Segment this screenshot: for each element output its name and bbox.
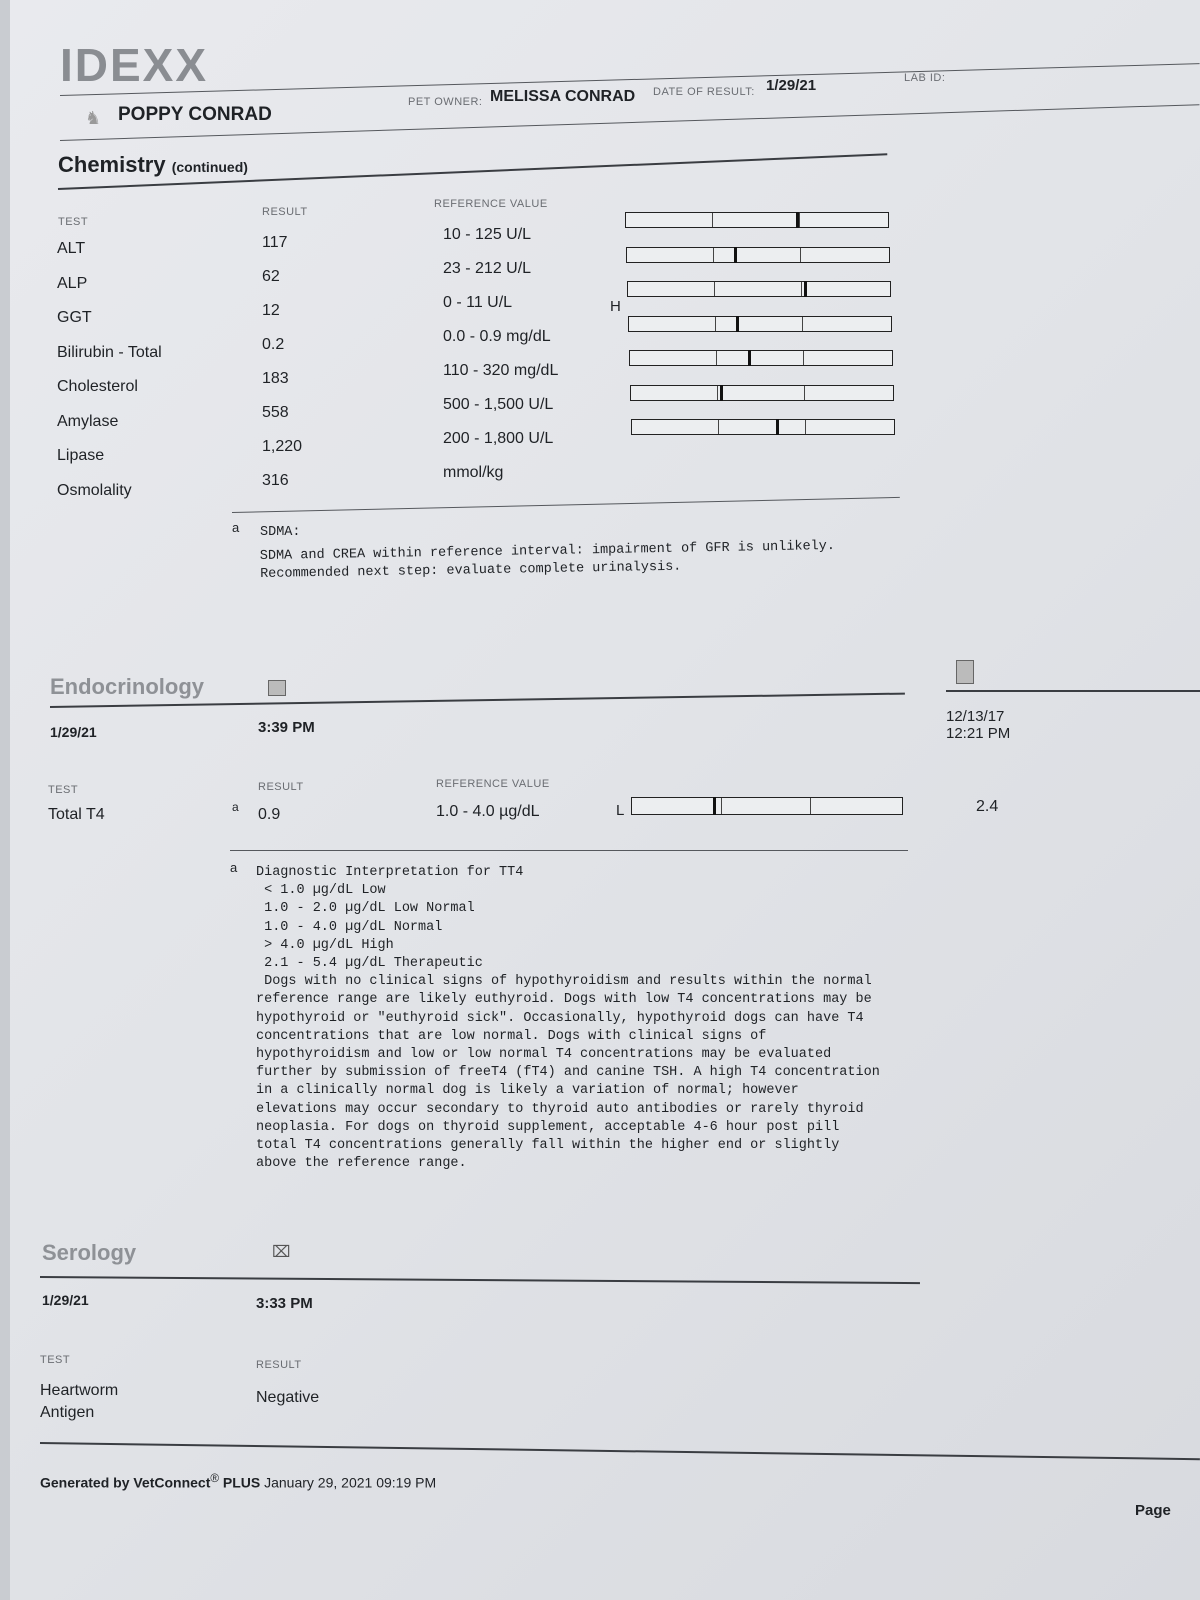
reference-range: 23 - 212 U/L (443, 260, 532, 277)
test-name: Total T4 (48, 806, 105, 823)
divider (230, 850, 908, 851)
footer-generated (40, 1472, 436, 1491)
reference-range: 10 - 125 U/L (443, 226, 532, 243)
footnote-marker: a (232, 520, 240, 535)
low-flag: L (616, 802, 625, 819)
section-subtitle: (continued) (171, 159, 248, 175)
result-value: 0.9 (258, 806, 281, 823)
divider (946, 690, 1200, 692)
result-marker (748, 350, 751, 366)
result-value: 0.2 (262, 336, 285, 353)
reference-range: 1.0 - 4.0 µg/dL (436, 803, 540, 820)
col-result: RESULT (256, 1359, 302, 1371)
owner-label: PET OWNER: (408, 96, 483, 108)
sdma-title: SDMA: (260, 525, 301, 540)
result-value: 316 (262, 472, 289, 489)
result-marker (776, 419, 779, 435)
reference-range: 500 - 1,500 U/L (443, 396, 554, 413)
reference-range: 200 - 1,800 U/L (443, 430, 554, 447)
analyzer-icon (956, 660, 974, 684)
test-name: Bilirubin - Total (57, 343, 162, 361)
range-bar (626, 247, 890, 263)
chemistry-row (55, 464, 915, 508)
result-marker (796, 212, 799, 228)
reference-range: 0.0 - 0.9 mg/dL (443, 328, 551, 345)
col-result: RESULT (258, 781, 304, 793)
reference-range: 110 - 320 mg/dL (443, 362, 559, 379)
endo-time: 3:39 PM (258, 719, 315, 736)
test-name: Heartworm Antigen (40, 1382, 119, 1421)
result-marker (713, 797, 716, 815)
snap-test-icon: ⌧ (272, 1244, 291, 1261)
reference-range: 0 - 11 U/L (443, 294, 513, 311)
result-value: 558 (262, 404, 289, 421)
result-marker (734, 247, 737, 263)
range-bar (627, 281, 891, 297)
result-date: 1/29/21 (766, 77, 817, 94)
sero-time: 3:33 PM (256, 1295, 313, 1312)
footnote-marker: a (230, 860, 238, 875)
test-name: Amylase (57, 412, 119, 430)
col-test: TEST (48, 784, 79, 796)
patient-name: POPPY CONRAD (118, 104, 272, 125)
analyzer-icon (268, 680, 286, 696)
result-value: 62 (262, 268, 280, 285)
endocrinology-title: Endocrinology (50, 674, 204, 699)
previous-result: 2.4 (976, 798, 999, 815)
result-marker (720, 385, 723, 401)
test-name: Cholesterol (57, 378, 138, 395)
t4-interpretation: Diagnostic Interpretation for TT4 < 1.0 µg/dL Low 1.0 - 2.0 µg/dL Low Normal 1.0 - 4.0 µg/dL Normal > 4.0 µg/dL High 2.1 - 5.4 µg/dL Therapeutic Dogs with no clinical signs of hypothyroidism and results within the normal reference range are likely euthyroid. Dogs with low T4 concentrations may be hypothyroid or "euthyroid sick". Occasionally, hypothyroid dogs can have T4 concentrations that are low normal. Dogs with clinical signs of hypothyroidism and low or low normal T4 concentrations may be evaluated further by submission of freeT4 (fT4) and canine TSH. A high T4 concentration in a clinically normal dog is likely a variation of normal; however elevations may occur secondary to thyroid auto antibodies or rarely thyroid neoplasia. For dogs on thyroid supplement, acceptable 4-6 hour post pill total T4 concentrations generally fall within the higher end or slightly above the reference range. (256, 865, 880, 1172)
sero-date: 1/29/21 (42, 1292, 89, 1308)
test-name: GGT (57, 309, 92, 326)
test-name: ALT (57, 240, 86, 257)
report-page (10, 0, 1200, 1600)
high-flag: H (610, 298, 621, 315)
owner-name: MELISSA CONRAD (490, 88, 636, 105)
divider (40, 1442, 1200, 1460)
lab-id-label: LAB ID: (904, 72, 946, 84)
result-value: Negative (256, 1389, 320, 1406)
result-value: 12 (262, 302, 280, 319)
section-title: Chemistry (58, 152, 166, 177)
range-bar (631, 797, 903, 815)
serology-title: Serology (42, 1240, 137, 1265)
generated-datetime: January 29, 2021 09:19 PM (264, 1474, 437, 1491)
col-test: TEST (58, 216, 89, 228)
registered-mark: ® (210, 1472, 219, 1485)
range-bar (631, 419, 895, 435)
idexx-logo: IDEXX (60, 39, 209, 91)
range-bar (630, 385, 894, 401)
reference-range: mmol/kg (443, 464, 504, 481)
col-test: TEST (40, 1354, 71, 1366)
divider (40, 1276, 920, 1284)
range-bar (628, 316, 892, 332)
range-bar (629, 350, 893, 366)
dog-icon: ♞ (85, 108, 102, 128)
test-name: ALP (57, 274, 88, 292)
plus-label: PLUS (222, 1474, 261, 1491)
prev-time: 12:21 PM (946, 725, 1011, 742)
prev-date: 12/13/17 (946, 708, 1005, 725)
col-reference: REFERENCE VALUE (436, 778, 550, 790)
endo-date: 1/29/21 (50, 724, 97, 740)
generated-label: Generated by VetConnect (40, 1474, 211, 1491)
col-result: RESULT (262, 206, 308, 218)
test-name: Lipase (57, 447, 105, 464)
col-reference: REFERENCE VALUE (434, 198, 548, 210)
range-bar (625, 212, 889, 228)
date-label: DATE OF RESULT: (653, 86, 755, 98)
page-label: Page (1135, 1502, 1171, 1519)
result-value: 1,220 (262, 438, 303, 455)
chemistry-title (58, 152, 248, 178)
result-value: 183 (262, 370, 289, 387)
test-name: Osmolality (57, 481, 132, 499)
result-value: 117 (262, 234, 288, 251)
result-marker (736, 316, 739, 332)
t4-row (48, 798, 999, 840)
sdma-note: SDMA and CREA within reference interval: impairment of GFR is unlikely. Recommended next step: evaluate complete urinalysis. (259, 538, 836, 583)
result-marker (804, 281, 807, 297)
footnote-marker: a (232, 800, 239, 814)
